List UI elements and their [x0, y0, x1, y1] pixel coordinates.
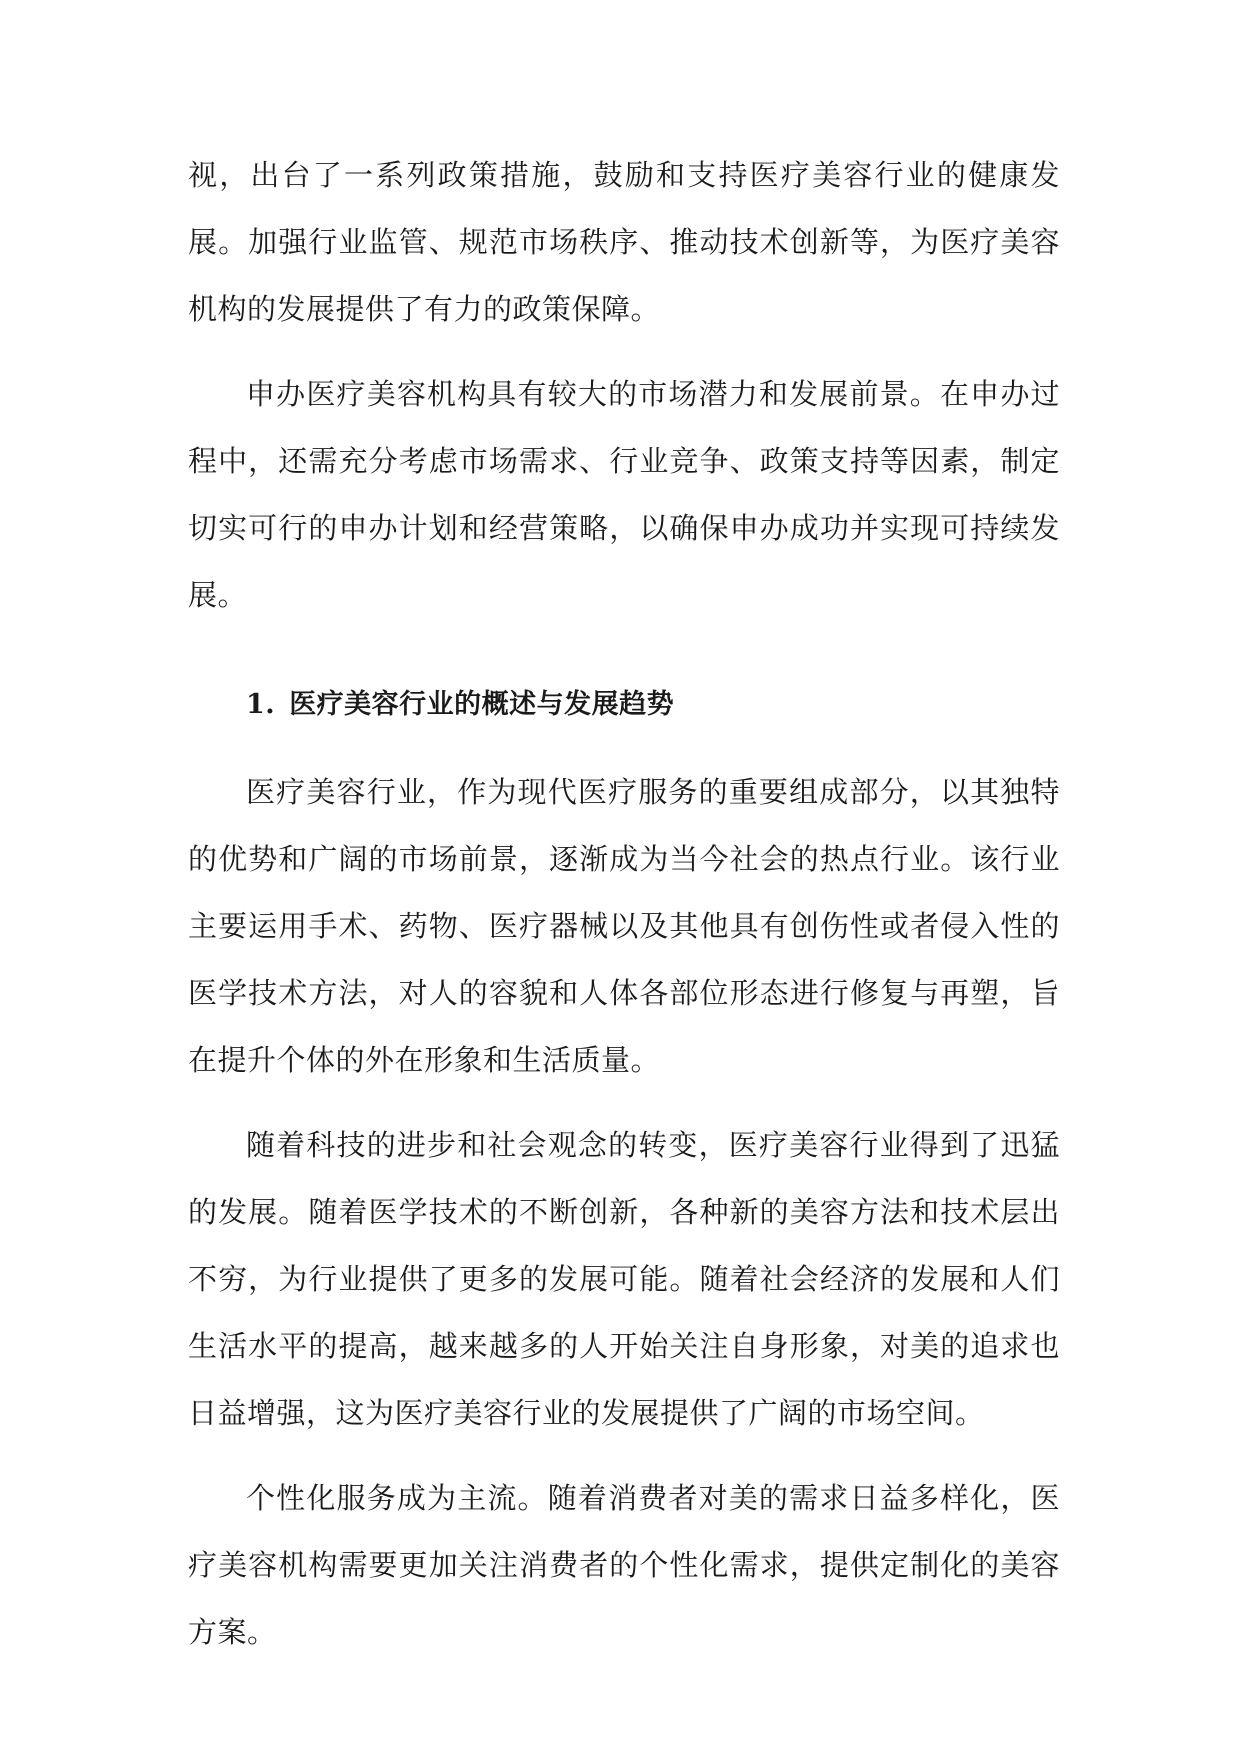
paragraph: 个性化服务成为主流。随着消费者对美的需求日益多样化，医疗美容机构需要更加关注消费者的个性化需求，提供定制化的美容方案。	[188, 1481, 1060, 1649]
section-heading	[188, 675, 1060, 735]
paragraph: 申办医疗美容机构具有较大的市场潜力和发展前景。在申办过程中，还需充分考虑市场需求、行业竞争、政策支持等因素，制定切实可行的申办计划和经营策略，以确保申办成功并实现可持续发展。	[188, 377, 1060, 612]
paragraph-continuation: 视，出台了一系列政策措施，鼓励和支持医疗美容行业的健康发展。加强行业监管、规范市场秩序、推动技术创新等，为医疗美容机构的发展提供了有力的政策保障。	[188, 158, 1060, 326]
section-title: 医疗美容行业的概述与发展趋势	[289, 689, 675, 720]
section-number: 1.	[246, 689, 276, 720]
paragraph: 医疗美容行业，作为现代医疗服务的重要组成部分，以其独特的优势和广阔的市场前景，逐渐成为当今社会的热点行业。该行业主要运用手术、药物、医疗器械以及其他具有创伤性或者侵入性的医学技术方法，对人的容貌和人体各部位形态进行修复与再塑，旨在提升个体的外在形象和生活质量。	[188, 775, 1060, 1077]
document-body	[188, 142, 1060, 1684]
paragraph: 随着科技的进步和社会观念的转变，医疗美容行业得到了迅猛的发展。随着医学技术的不断创新，各种新的美容方法和技术层出不穷，为行业提供了更多的发展可能。随着社会经济的发展和人们生活水平的提高，越来越多的人开始关注自身形象，对美的追求也日益增强，这为医疗美容行业的发展提供了广阔的市场空间。	[188, 1128, 1060, 1430]
